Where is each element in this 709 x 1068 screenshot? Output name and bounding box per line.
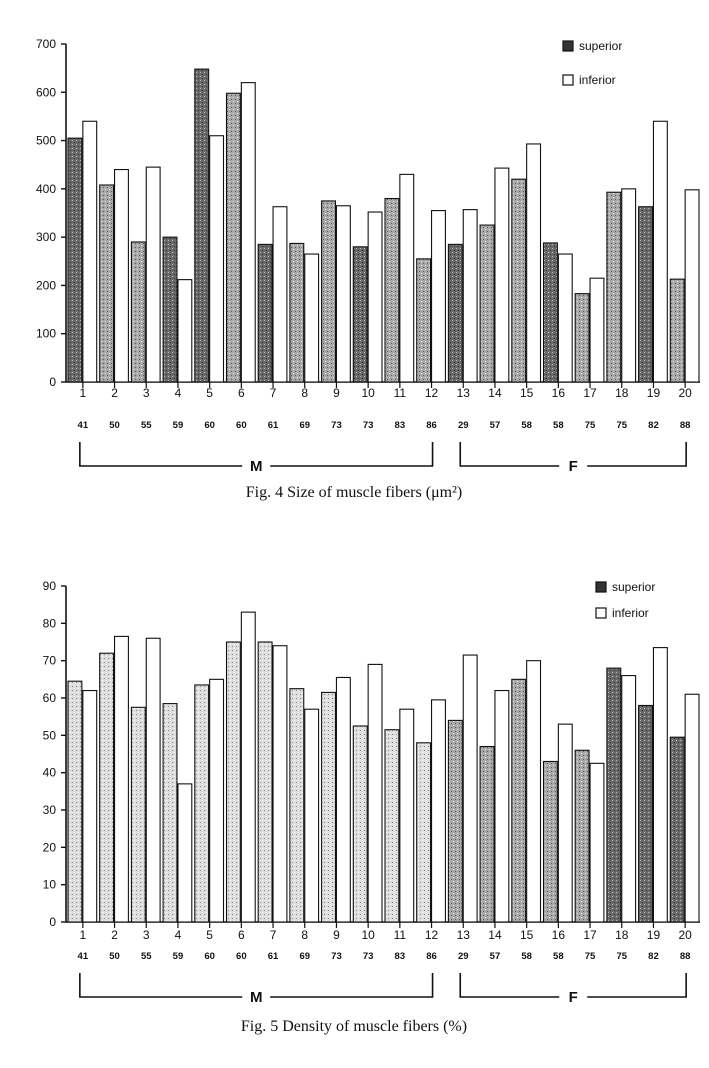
superior-bar-4 — [163, 237, 177, 382]
inferior-bar-8 — [305, 254, 319, 382]
superior-bar-13 — [448, 244, 462, 382]
muscle-fiber-size-chart — [36, 37, 700, 501]
age-label: 60 — [236, 420, 247, 431]
inferior-bar-17 — [590, 763, 604, 922]
age-label: 58 — [521, 420, 532, 431]
legend-label-superior: superior — [612, 580, 656, 594]
category-label: 5 — [206, 928, 213, 942]
inferior-bar-13 — [463, 210, 477, 382]
y-tick-label: 300 — [35, 230, 56, 245]
category-label: 17 — [583, 928, 597, 942]
age-label: 29 — [457, 951, 469, 962]
inferior-bar-13 — [463, 655, 477, 922]
inferior-bar-18 — [622, 676, 636, 922]
category-label: 7 — [269, 928, 277, 942]
superior-bar-18 — [607, 192, 621, 382]
inferior-bar-16 — [558, 724, 572, 922]
category-label: 9 — [333, 928, 340, 942]
y-tick-label: 0 — [49, 375, 56, 389]
superior-bar-8 — [290, 689, 304, 922]
inferior-bar-11 — [400, 174, 414, 382]
inferior-bar-6 — [241, 612, 255, 922]
superior-bar-3 — [131, 707, 145, 922]
inferior-bar-15 — [527, 661, 541, 922]
category-label: 8 — [301, 928, 309, 942]
age-label: 59 — [172, 951, 184, 962]
figure-caption: Fig. 5 Density of muscle fibers (%) — [240, 1018, 468, 1035]
category-label: 12 — [424, 386, 439, 400]
inferior-bar-14 — [495, 168, 509, 382]
group-label-F: F — [568, 989, 578, 1006]
age-label: 50 — [109, 420, 120, 431]
superior-bar-15 — [512, 679, 526, 922]
legend-label-superior: superior — [579, 39, 623, 53]
age-label: 58 — [553, 951, 564, 962]
y-tick-label: 90 — [42, 579, 56, 593]
inferior-bar-10 — [368, 664, 382, 922]
superior-bar-18 — [607, 668, 621, 922]
age-label: 88 — [679, 951, 691, 962]
inferior-bar-1 — [83, 691, 97, 922]
legend-label-inferior: inferior — [612, 606, 649, 620]
age-label: 75 — [616, 951, 628, 962]
superior-bar-14 — [480, 225, 494, 382]
category-label: 14 — [488, 928, 502, 942]
legend-swatch-inferior — [563, 75, 573, 85]
age-label: 73 — [362, 951, 374, 962]
superior-bar-8 — [290, 243, 304, 382]
category-label: 15 — [519, 386, 534, 400]
muscle-fiber-density-chart — [43, 579, 700, 1035]
inferior-bar-5 — [210, 679, 224, 922]
superior-bar-14 — [480, 747, 494, 922]
age-label: 58 — [521, 951, 532, 962]
y-tick-label: 10 — [42, 877, 56, 892]
superior-bar-9 — [322, 692, 336, 922]
category-label: 4 — [174, 928, 182, 942]
category-label: 9 — [333, 386, 340, 400]
superior-bar-10 — [353, 726, 367, 922]
superior-bar-7 — [258, 642, 272, 922]
inferior-bar-12 — [432, 700, 446, 922]
category-label: 1 — [79, 386, 87, 400]
age-label: 83 — [394, 951, 406, 962]
inferior-bar-17 — [590, 278, 604, 382]
age-label: 75 — [584, 420, 596, 431]
category-label: 4 — [174, 386, 182, 400]
superior-bar-19 — [639, 705, 653, 922]
superior-bar-5 — [195, 69, 209, 382]
category-label: 2 — [111, 386, 118, 400]
age-label: 60 — [204, 420, 215, 431]
group-label-M: M — [249, 989, 263, 1006]
superior-bar-17 — [575, 294, 589, 382]
age-label: 59 — [172, 420, 184, 431]
age-label: 50 — [109, 951, 120, 962]
category-label: 18 — [615, 928, 629, 942]
superior-bar-6 — [227, 93, 241, 382]
age-label: 75 — [584, 951, 596, 962]
category-label: 20 — [678, 386, 692, 400]
y-tick-label: 0 — [49, 915, 56, 929]
inferior-bar-20 — [685, 190, 699, 382]
age-label: 41 — [77, 951, 89, 962]
age-label: 55 — [140, 420, 152, 431]
inferior-bar-15 — [527, 144, 541, 382]
y-tick-label: 40 — [42, 765, 56, 780]
category-label: 20 — [678, 928, 692, 942]
age-label: 69 — [299, 951, 311, 962]
age-label: 86 — [426, 951, 437, 962]
inferior-bar-9 — [336, 677, 350, 922]
inferior-bar-3 — [146, 638, 160, 922]
age-label: 69 — [299, 420, 311, 431]
age-label: 88 — [679, 420, 691, 431]
superior-bar-20 — [670, 279, 684, 382]
category-label: 3 — [142, 386, 150, 400]
inferior-bar-20 — [685, 694, 699, 922]
inferior-bar-9 — [336, 206, 350, 382]
age-label: 41 — [77, 420, 89, 431]
age-label: 61 — [267, 420, 279, 431]
y-tick-label: 60 — [42, 691, 56, 705]
inferior-bar-10 — [368, 212, 382, 382]
category-label: 18 — [615, 386, 629, 400]
inferior-bar-18 — [622, 189, 636, 382]
inferior-bar-4 — [178, 784, 192, 922]
superior-bar-11 — [385, 199, 399, 382]
age-label: 83 — [394, 420, 406, 431]
y-tick-label: 600 — [35, 85, 56, 100]
y-tick-label: 30 — [42, 803, 56, 817]
category-label: 10 — [361, 386, 375, 400]
superior-bar-1 — [68, 138, 82, 382]
superior-bar-20 — [670, 737, 684, 922]
inferior-bar-2 — [115, 170, 129, 382]
age-label: 57 — [489, 951, 501, 962]
y-tick-label: 500 — [35, 133, 56, 148]
superior-bar-6 — [227, 642, 241, 922]
age-label: 73 — [362, 420, 374, 431]
category-label: 17 — [583, 386, 597, 400]
age-label: 60 — [236, 951, 247, 962]
legend-swatch-inferior — [596, 608, 606, 618]
y-tick-label: 20 — [42, 840, 56, 855]
category-label: 1 — [79, 928, 87, 942]
category-label: 13 — [456, 386, 470, 400]
legend-swatch-superior — [596, 582, 606, 592]
superior-bar-7 — [258, 244, 272, 382]
category-label: 8 — [301, 386, 309, 400]
age-label: 82 — [648, 420, 659, 431]
category-label: 13 — [456, 928, 470, 942]
age-label: 29 — [457, 420, 469, 431]
superior-bar-2 — [100, 653, 114, 922]
superior-bar-17 — [575, 750, 589, 922]
group-label-F: F — [568, 458, 578, 475]
category-label: 11 — [393, 386, 407, 400]
category-label: 7 — [269, 386, 277, 400]
category-label: 19 — [646, 386, 661, 400]
inferior-bar-1 — [83, 121, 97, 382]
inferior-bar-3 — [146, 167, 160, 382]
superior-bar-9 — [322, 201, 336, 382]
superior-bar-1 — [68, 681, 82, 922]
category-label: 5 — [206, 386, 213, 400]
category-label: 19 — [646, 928, 661, 942]
inferior-bar-6 — [241, 83, 255, 382]
superior-bar-13 — [448, 720, 462, 922]
age-label: 57 — [489, 420, 501, 431]
inferior-bar-8 — [305, 709, 319, 922]
figure-caption: Fig. 4 Size of muscle fibers (μm²) — [245, 484, 463, 501]
y-tick-label: 100 — [35, 326, 56, 341]
superior-bar-12 — [417, 259, 431, 382]
category-label: 6 — [238, 386, 245, 400]
superior-bar-15 — [512, 179, 526, 382]
superior-bar-19 — [639, 207, 653, 382]
category-label: 2 — [111, 928, 118, 942]
inferior-bar-7 — [273, 207, 287, 382]
y-tick-label: 400 — [35, 181, 56, 196]
inferior-bar-11 — [400, 709, 414, 922]
category-label: 3 — [142, 928, 150, 942]
inferior-bar-19 — [653, 121, 667, 382]
category-label: 12 — [424, 928, 439, 942]
group-label-M: M — [249, 458, 263, 475]
y-tick-label: 50 — [42, 728, 56, 743]
age-label: 55 — [140, 951, 152, 962]
superior-bar-3 — [131, 242, 145, 382]
y-tick-label: 200 — [35, 278, 56, 293]
category-label: 16 — [551, 386, 566, 400]
inferior-bar-2 — [115, 636, 129, 922]
inferior-bar-4 — [178, 280, 192, 382]
category-label: 14 — [488, 386, 502, 400]
superior-bar-12 — [417, 743, 431, 922]
superior-bar-4 — [163, 704, 177, 922]
superior-bar-10 — [353, 247, 367, 382]
superior-bar-16 — [544, 761, 558, 922]
age-label: 73 — [331, 951, 342, 962]
inferior-bar-12 — [432, 211, 446, 382]
superior-bar-16 — [544, 243, 558, 382]
y-tick-label: 700 — [35, 37, 56, 51]
legend-swatch-superior — [563, 41, 573, 51]
inferior-bar-7 — [273, 646, 287, 922]
superior-bar-2 — [100, 185, 114, 382]
legend-label-inferior: inferior — [579, 73, 616, 87]
superior-bar-5 — [195, 685, 209, 922]
inferior-bar-19 — [653, 648, 667, 922]
superior-bar-11 — [385, 730, 399, 922]
category-label: 6 — [238, 928, 245, 942]
inferior-bar-5 — [210, 136, 224, 382]
age-label: 82 — [648, 951, 659, 962]
age-label: 75 — [616, 420, 628, 431]
age-label: 58 — [553, 420, 564, 431]
age-label: 61 — [267, 951, 279, 962]
y-tick-label: 70 — [42, 653, 56, 668]
category-label: 10 — [361, 928, 375, 942]
inferior-bar-14 — [495, 691, 509, 922]
y-tick-label: 80 — [42, 616, 56, 631]
age-label: 60 — [204, 951, 215, 962]
age-label: 73 — [331, 420, 342, 431]
age-label: 86 — [426, 420, 437, 431]
category-label: 11 — [393, 928, 407, 942]
category-label: 16 — [551, 928, 566, 942]
category-label: 15 — [519, 928, 534, 942]
inferior-bar-16 — [558, 254, 572, 382]
